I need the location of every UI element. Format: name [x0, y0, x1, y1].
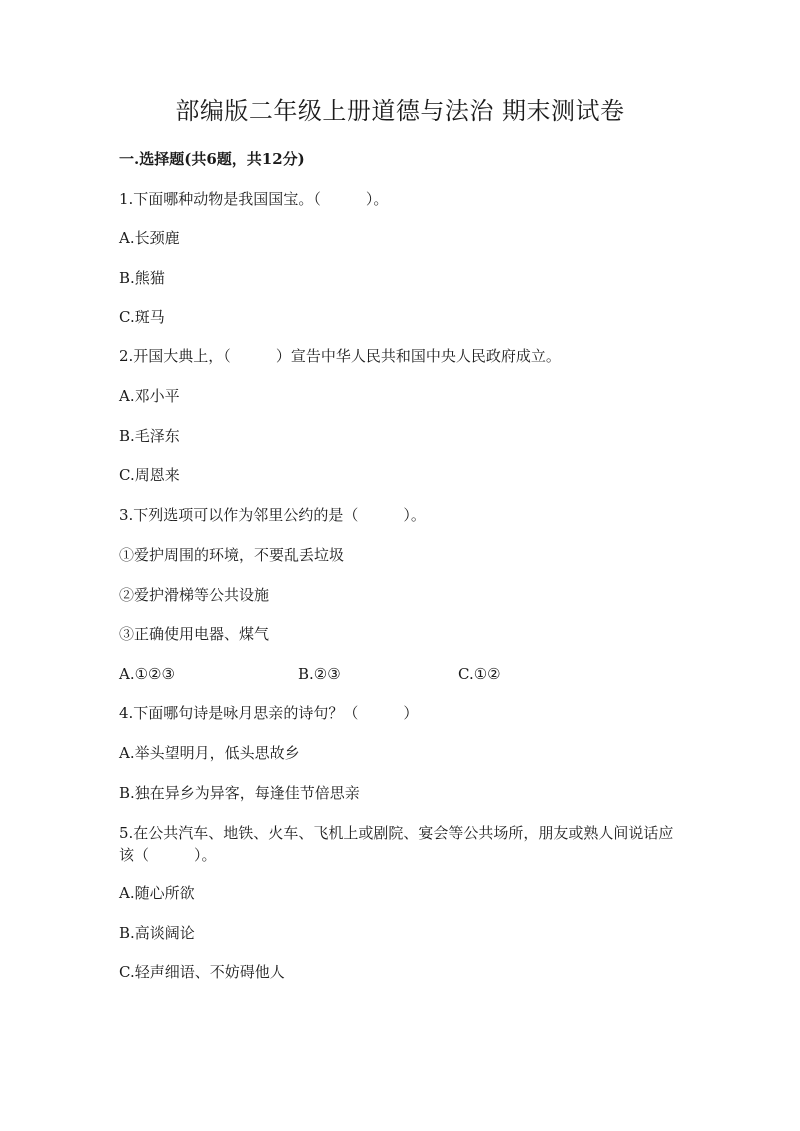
question-5-option-c: C.轻声细语、不妨碍他人 [119, 963, 285, 981]
question-5-option-a: A.随心所欲 [119, 884, 195, 902]
question-3-option-a: A.①②③ [119, 665, 175, 683]
question-2-option-a: A.邓小平 [119, 387, 180, 405]
question-3-item-2: ②爱护滑梯等公共设施 [119, 586, 270, 604]
question-1-option-b: B.熊猫 [119, 269, 165, 287]
question-1-option-c: C.斑马 [119, 308, 165, 326]
question-1-option-a: A.长颈鹿 [119, 229, 180, 247]
question-4-option-a: A.举头望明月，低头思故乡 [119, 744, 300, 762]
question-5-option-b: B.高谈阔论 [119, 924, 195, 942]
question-4-stem: 4.下面哪句诗是咏月思亲的诗句？（ ） [119, 704, 419, 722]
page-title: 部编版二年级上册道德与法治 期末测试卷 [175, 97, 625, 125]
question-1-stem: 1.下面哪种动物是我国国宝。（ ）。 [119, 190, 389, 208]
question-4-option-b: B.独在异乡为异客，每逢佳节倍思亲 [119, 784, 360, 802]
question-3-item-3: ③正确使用电器、煤气 [119, 625, 270, 643]
question-3-item-1: ①爱护周围的环境，不要乱丢垃圾 [119, 546, 345, 564]
question-2-stem: 2.开国大典上，（ ）宣告中华人民共和国中央人民政府成立。 [119, 347, 561, 365]
question-3-option-b: B.②③ [298, 665, 341, 683]
question-2-option-c: C.周恩来 [119, 466, 180, 484]
section-heading: 一.选择题(共6题，共12分) [119, 150, 305, 168]
question-3-stem: 3.下列选项可以作为邻里公约的是（ ）。 [119, 506, 426, 524]
question-2-option-b: B.毛泽东 [119, 427, 180, 445]
question-3-option-c: C.①② [458, 665, 501, 683]
question-5-stem: 5.在公共汽车、地铁、火车、飞机上或剧院、宴会等公共场所，朋友或熟人间说话应该（ ）。 [119, 824, 674, 864]
